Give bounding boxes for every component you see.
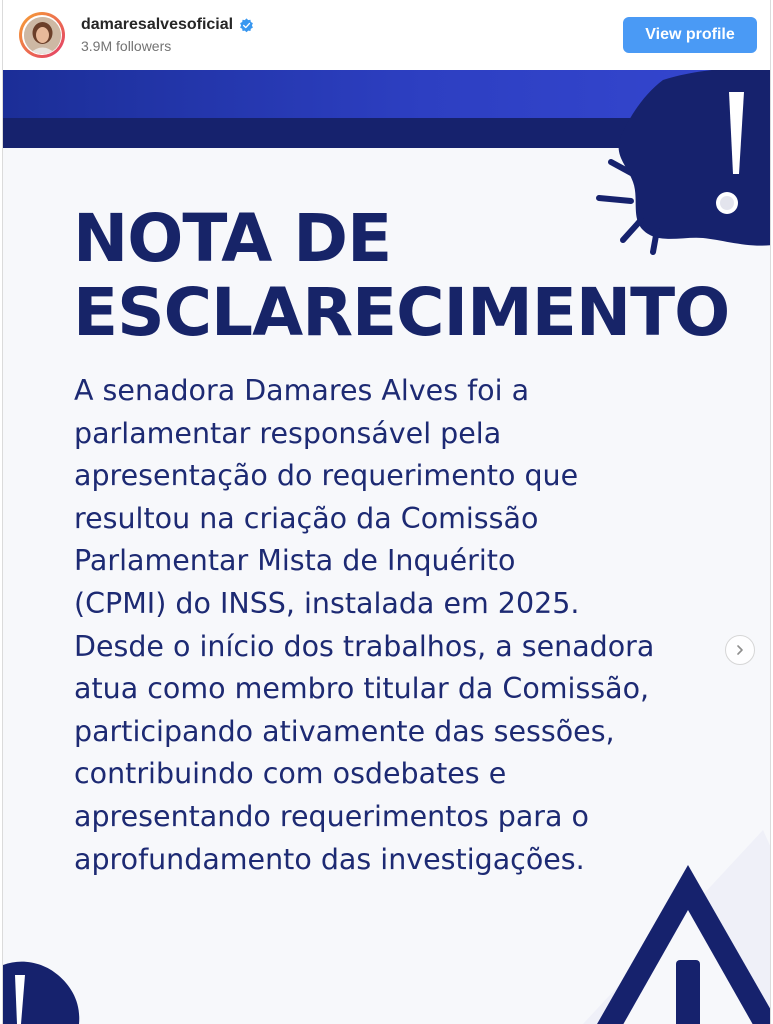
alert-blob-icon	[3, 962, 79, 1024]
body-line: parlamentar responsável pela	[74, 416, 502, 450]
body-line: Parlamentar Mista de Inquérito	[74, 544, 516, 578]
post-headline: NOTA DE ESCLARECIMENTO	[73, 200, 730, 351]
avatar[interactable]	[19, 12, 65, 58]
body-line: apresentação do requerimento que	[74, 459, 579, 493]
post-header	[3, 0, 770, 70]
body-line: (CPMI) do INSS, instalada em 2025.	[74, 586, 580, 620]
next-slide-button[interactable]	[725, 635, 755, 665]
followers-count: 3.9M followers	[81, 38, 172, 54]
body-line: resultou na criação da Comissão	[74, 501, 539, 535]
body-line: Desde o início dos trabalhos, a senadora	[74, 629, 655, 663]
verified-badge-icon	[239, 18, 254, 33]
username[interactable]: damaresalvesoficial	[81, 16, 234, 33]
body-line: atua como membro titular da Comissão,	[74, 672, 650, 706]
body-line: apresentando requerimentos para o	[74, 799, 589, 833]
body-line: contribuindo com osdebates e	[74, 757, 507, 791]
body-line: participando ativamente das sessões,	[74, 714, 615, 748]
view-profile-button[interactable]: View profile	[623, 17, 757, 53]
post-image[interactable]	[3, 70, 770, 1024]
body-line: aprofundamento das investigações.	[74, 842, 585, 876]
body-line: A senadora Damares Alves foi a	[74, 374, 530, 407]
post-body-text	[74, 370, 734, 881]
avatar-image	[24, 17, 61, 54]
chevron-right-icon	[734, 644, 746, 656]
instagram-embed	[2, 0, 771, 1024]
